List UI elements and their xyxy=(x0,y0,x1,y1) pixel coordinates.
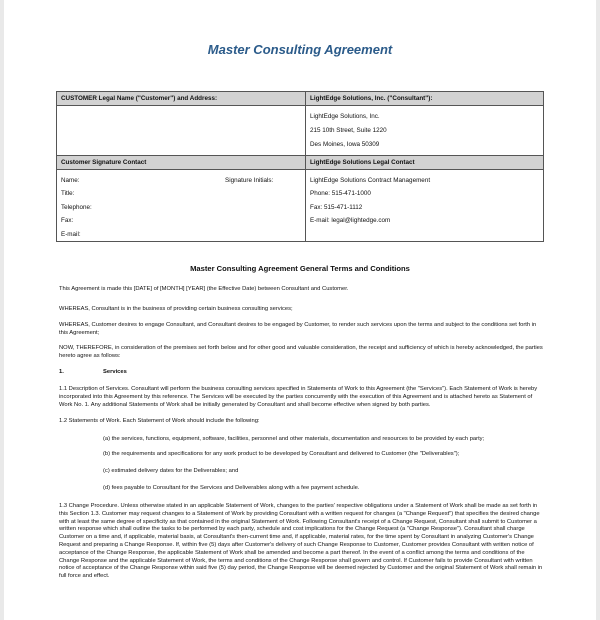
list-item-a: (a) the services, functions, equipment, software, facilities, personnel and other materials, documentation and resources to be provided by each party; xyxy=(103,436,485,442)
consultant-address-cell xyxy=(306,106,544,156)
paragraph-1-2: 1.2 Statements of Work. Each Statement of Work should include the following: xyxy=(59,418,260,424)
paragraph-1-1: 1.1 Description of Services. Consultant will perform the business consulting services specified in Statements of Work to this Agreement (the "Services"). Each Statement of Work is hereby incorporated into this Agreement by this reference. The Services will be executed by the parties concurrently with the execution of this Agreement and is attached hereto as Statement of Work No. 1. Any additional Statements of Work shall be initially generated by Consultant and shall become effective when signed by both parties. xyxy=(59,386,538,408)
list-item-c: (c) estimated delivery dates for the Deliverables; and xyxy=(103,468,239,474)
whereas-paragraph-2: WHEREAS, Customer desires to engage Consultant, and Consultant desires to be engaged by Customer, to render such services upon the terms and subject to the conditions set forth in this Agreement; xyxy=(59,322,537,336)
customer-title-label: Title: xyxy=(61,190,75,197)
terms-heading: Master Consulting Agreement General Terms and Conditions xyxy=(190,264,410,273)
page-border-left xyxy=(0,0,4,620)
intro-paragraph: This Agreement is made this [DATE] of [MONTH] [YEAR] (the Effective Date) between Consultant and Customer. xyxy=(59,286,349,292)
customer-name-header: CUSTOMER Legal Name ("Customer") and Address: xyxy=(57,92,306,106)
customer-contact-header: Customer Signature Contact xyxy=(57,156,306,170)
consultant-phone-line: Phone: 515-471-1000 xyxy=(310,190,371,197)
customer-email-label: E-mail: xyxy=(61,231,81,238)
contract-management-line: LightEdge Solutions Contract Management xyxy=(310,177,431,184)
customer-address-cell[interactable] xyxy=(57,106,306,156)
now-therefore-paragraph: NOW, THEREFORE, in consideration of the premises set forth below and for other good and valuable consideration, the receipt and sufficiency of which is hereby acknowledged, the parties hereto agree as follows: xyxy=(59,345,543,359)
consultant-city-line: Des Moines, Iowa 50309 xyxy=(310,141,380,148)
customer-contact-cell[interactable] xyxy=(57,170,306,242)
consultant-name-line: LightEdge Solutions, Inc. xyxy=(310,113,380,120)
section-1-title: Services xyxy=(103,369,127,375)
customer-fax-label: Fax: xyxy=(61,217,74,224)
list-item-b: (b) the requirements and specifications for any work product to be developed by Consultant and delivered to Customer (the "Deliverables"); xyxy=(103,451,460,457)
paragraph-1-3: 1.3 Change Procedure. Unless otherwise stated in an applicable Statement of Work, changes to the parties' respective obligations under a Statement of Work shall be made as set forth in this Section 1.3. Customer may request changes to a Statement of Work by providing Consultant with a written request for changes (a "Change Request") that specifies the desired change with at least the same degree of specificity as that contained in the original Statement of Work. Following Consultant's receipt of a Change Request, Consultant shall submit to Customer a written response which shall outline the tasks to be performed by each party, schedule and cost implications for the Change Request (a "Change Response"). Consultant shall charge Customer on a time and, if applicable, material basis, at Consultant's then-current time and, if applicable, material rates, for the time spent by Consultant in analyzing Customer's Change Request and preparing a Change Response. If, within five (5) days after Customer's delivery of such Change Response to Customer, Customer provides Consultant with written notice of acceptance of the Change Response, the applicable Statement of Work shall be amended and become a part thereof. In the event of a conflict among the terms and conditions of the Change Response and the applicable Statement of Work, the terms and conditions of the Change Response shall govern and control. If Customer fails to provide Consultant with written notice of acceptance of the Change Response within said five (5) day period, the Change Response will be deemed rejected by Customer and the original Statement of Work shall remain in full force and effect. xyxy=(59,503,543,580)
whereas-paragraph-1: WHEREAS, Consultant is in the business of providing certain business consulting services; xyxy=(59,306,293,312)
consultant-header: LightEdge Solutions, Inc. ("Consultant"): xyxy=(306,92,544,106)
consultant-contact-header: LightEdge Solutions Legal Contact xyxy=(306,156,544,170)
consultant-fax-line: Fax: 515-471-1112 xyxy=(310,204,363,211)
section-1-number: 1. xyxy=(59,369,64,375)
consultant-contact-cell xyxy=(306,170,544,242)
page-border-right xyxy=(596,0,600,620)
consultant-street-line: 215 10th Street, Suite 1220 xyxy=(310,127,387,134)
list-item-d: (d) fees payable to Consultant for the Services and Deliverables along with a fee payment schedule. xyxy=(103,485,360,491)
signature-initials-label: Signature Initials: xyxy=(225,177,274,184)
contact-table xyxy=(56,91,544,242)
consultant-email-line: E-mail: legal@lightedge.com xyxy=(310,217,391,224)
customer-telephone-label: Telephone: xyxy=(61,204,92,211)
customer-name-label: Name: xyxy=(61,177,80,184)
document-title: Master Consulting Agreement xyxy=(207,42,393,57)
